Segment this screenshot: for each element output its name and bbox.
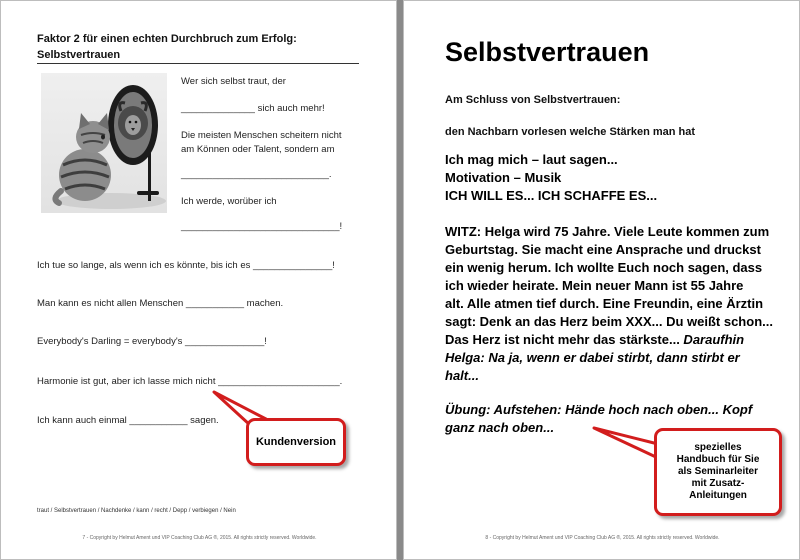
line-8: Ich tue so lange, als wenn ich es könnte, bis ich es _______________! (37, 260, 335, 271)
kundenversion-callout (246, 418, 346, 466)
line-10: Everybody's Darling = everybody's _______________! (37, 336, 267, 347)
joke-line: WITZ: Helga wird 75 Jahre. Viele Leute kommen zum (445, 224, 770, 239)
subheading-1: Am Schluss von Selbstvertrauen: (445, 94, 621, 106)
handbuch-callout (654, 428, 782, 516)
handbuch-line: spezielles (694, 442, 742, 453)
handbuch-line: Anleitungen (689, 490, 747, 501)
line-5: ____________________________. (181, 169, 332, 180)
left-copyright: 7 - Copyright by Helmut Ament und VIP Coaching Club AG ®, 2015. All rights strictly reserved. Worldwide. (82, 535, 317, 541)
exercise-line: ganz nach oben... (445, 420, 555, 435)
line-12: Ich kann auch einmal ___________ sagen. (37, 415, 219, 426)
exercise-line: Übung: Aufstehen: Hände hoch nach oben... Kopf (445, 402, 753, 417)
heading-line-2: Selbstvertrauen (37, 49, 121, 61)
joke-line: sagt: Denk an das Herz beim XXX... Du weißt schon... (445, 314, 773, 329)
line-2: ______________ sich auch mehr! (181, 103, 325, 114)
line-11: Harmonie ist gut, aber ich lasse mich nicht _______________________. (37, 376, 343, 387)
joke-line: halt... (445, 368, 479, 383)
subheading-2: den Nachbarn vorlesen welche Stärken man hat (445, 126, 696, 138)
line-7: ______________________________! (181, 221, 343, 232)
heading-line-1: Faktor 2 für einen echten Durchbruch zum Erfolg: (37, 33, 297, 45)
line-1: Wer sich selbst traut, der (181, 76, 286, 87)
handbuch-line: als Seminarleiter (677, 466, 759, 477)
line-6: Ich werde, worüber ich (181, 196, 277, 207)
handbuch-line: mit Zusatz- (691, 478, 745, 489)
right-copyright: 8 - Copyright by Helmut Ament und VIP Coaching Club AG ®, 2015. All rights strictly reserved. Worldwide. (485, 535, 720, 541)
joke-line: Geburtstag. Sie macht eine Ansprache und druckst (445, 242, 761, 257)
line-4: am Können oder Talent, sondern am (181, 144, 335, 155)
joke-text: Das Herz ist nicht mehr das stärkste... (445, 332, 680, 347)
joke-line: alt. Alle atmen tief durch. Eine Freundin, eine Ärztin (445, 296, 764, 311)
joke-line: ein wenig herum. Ich wollte Euch noch sagen, dass (445, 260, 763, 275)
answer-key: traut / Selbstvertrauen / Nachdenke / kann / recht / Depp / verbiegen / Nein (37, 508, 236, 514)
kundenversion-label: Kundenversion (255, 436, 337, 448)
motivation-line: ICH WILL ES... ICH SCHAFFE ES... (445, 188, 658, 203)
handbuch-line: Handbuch für Sie (676, 454, 760, 465)
joke-line: Helga: Na ja, wenn er dabei stirbt, dann stirbt er (445, 350, 740, 365)
motivation-line: Motivation – Musik (445, 170, 562, 185)
line-9: Man kann es nicht allen Menschen ___________ machen. (37, 298, 284, 309)
joke-italic-text: Daraufhin (679, 332, 745, 347)
motivation-line: Ich mag mich – laut sagen... (445, 152, 618, 167)
line-3: Die meisten Menschen scheitern nicht (181, 130, 342, 141)
handbuch-pointer (594, 428, 658, 458)
joke-line: ich wieder heirate. Mein neuer Mann ist 55 Jahre (445, 278, 744, 293)
page-title: Selbstvertrauen (445, 37, 650, 67)
